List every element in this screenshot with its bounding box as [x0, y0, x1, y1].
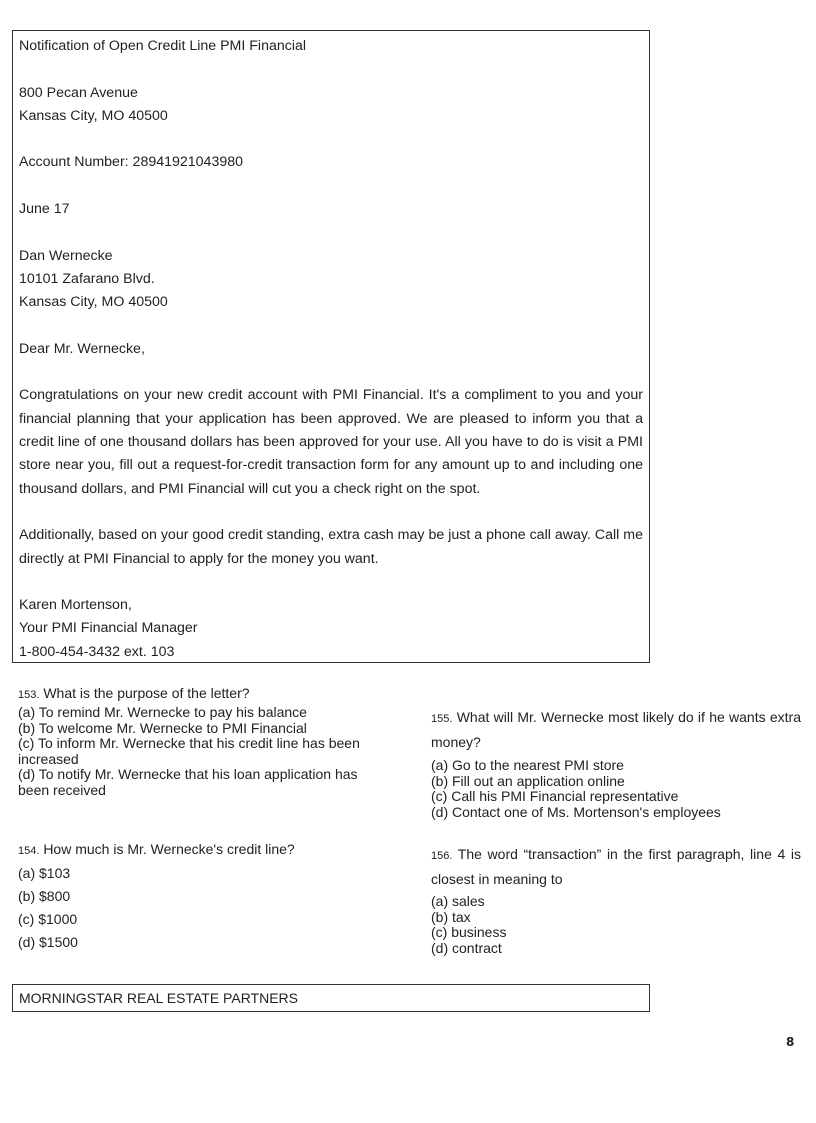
- answer-options: [18, 862, 388, 954]
- answer-option-a[interactable]: (a) $103: [18, 865, 71, 881]
- question-text: What will Mr. Wernecke most likely do if he wants extra money?: [431, 709, 802, 750]
- answer-option-a[interactable]: (a) Go to the nearest PMI store: [431, 757, 624, 773]
- letter-date: June 17: [19, 201, 70, 218]
- question-text: What is the purpose of the letter?: [43, 685, 250, 701]
- answer-option-b[interactable]: (b) To welcome Mr. Wernecke to PMI Financial: [18, 719, 307, 736]
- letter-passage: [12, 30, 650, 663]
- signer-name: Karen Mortenson,: [19, 597, 132, 614]
- question-155: [431, 706, 801, 820]
- question-number: 156.: [431, 850, 453, 862]
- answer-option-b[interactable]: (b) $800: [18, 888, 71, 904]
- answer-option-a[interactable]: (a) sales: [431, 893, 485, 909]
- sender-address-line1: 800 Pecan Avenue: [19, 84, 138, 101]
- question-number: 153.: [18, 689, 40, 701]
- question-number: 155.: [431, 713, 453, 725]
- answer-option-c[interactable]: (c) Call his PMI Financial representative: [431, 788, 679, 804]
- answer-options: [431, 758, 801, 820]
- answer-options: [431, 894, 801, 956]
- question-156: [431, 843, 801, 956]
- page-number: 8: [786, 1035, 795, 1049]
- salutation: Dear Mr. Wernecke,: [19, 340, 145, 357]
- question-text: The word “transaction” in the first paragraph, line 4 is closest in meaning to: [431, 846, 801, 887]
- question-153-title: [18, 683, 388, 705]
- letter-paragraph-1: Congratulations on your new credit account with PMI Financial. It's a compliment to you and your financial planning that your application has been approved. We are pleased to inform you that a credit line of one thousand dollars has been approved for your use. All you have to do is visit a PMI store near you, fill out a request-for-credit transaction form for any amount up to and including one thousand dollars, and PMI Financial will cut you a check right on the spot.: [19, 387, 643, 497]
- recipient-city: Kansas City, MO 40500: [19, 294, 168, 311]
- recipient-name: Dan Wernecke: [19, 247, 113, 264]
- question-154-title: [18, 838, 388, 862]
- account-number: Account Number: 28941921043980: [19, 154, 244, 171]
- question-153: [18, 683, 388, 798]
- signer-title: Your PMI Financial Manager: [19, 620, 198, 637]
- question-text: How much is Mr. Wernecke's credit line?: [43, 841, 295, 857]
- answer-option-b[interactable]: (b) Fill out an application online: [431, 772, 625, 789]
- answer-option-d[interactable]: (d) Contact one of Ms. Mortenson's employees: [431, 803, 721, 820]
- answer-option-c[interactable]: (c) $1000: [18, 911, 78, 927]
- answer-option-d[interactable]: (d) $1500: [18, 934, 78, 950]
- sender-address-line2: Kansas City, MO 40500: [19, 107, 168, 124]
- answer-option-c[interactable]: (c) To inform Mr. Wernecke that his credit line has been increased: [18, 735, 360, 767]
- recipient-street: 10101 Zafarano Blvd.: [19, 270, 155, 287]
- question-155-title: [431, 706, 801, 754]
- answer-option-d[interactable]: (d) To notify Mr. Wernecke that his loan application has been received: [18, 766, 358, 798]
- answer-option-d[interactable]: (d) contract: [431, 939, 502, 956]
- answer-options: [18, 705, 388, 798]
- answer-option-b[interactable]: (b) tax: [431, 908, 471, 925]
- signer-phone: 1-800-454-3432 ext. 103: [19, 643, 175, 660]
- next-passage-title: MORNINGSTAR REAL ESTATE PARTNERS: [19, 990, 299, 1006]
- answer-option-c[interactable]: (c) business: [431, 924, 507, 940]
- next-passage-header: [12, 984, 650, 1012]
- letter-title: Notification of Open Credit Line PMI Financial: [19, 38, 307, 54]
- question-number: 154.: [18, 845, 40, 857]
- letter-paragraph-2: Additionally, based on your good credit standing, extra cash may be just a phone call away. Call me directly at PMI Financial to apply for the money you want.: [19, 527, 643, 567]
- question-154: [18, 838, 388, 954]
- question-156-title: [431, 843, 801, 891]
- answer-option-a[interactable]: (a) To remind Mr. Wernecke to pay his balance: [18, 704, 307, 720]
